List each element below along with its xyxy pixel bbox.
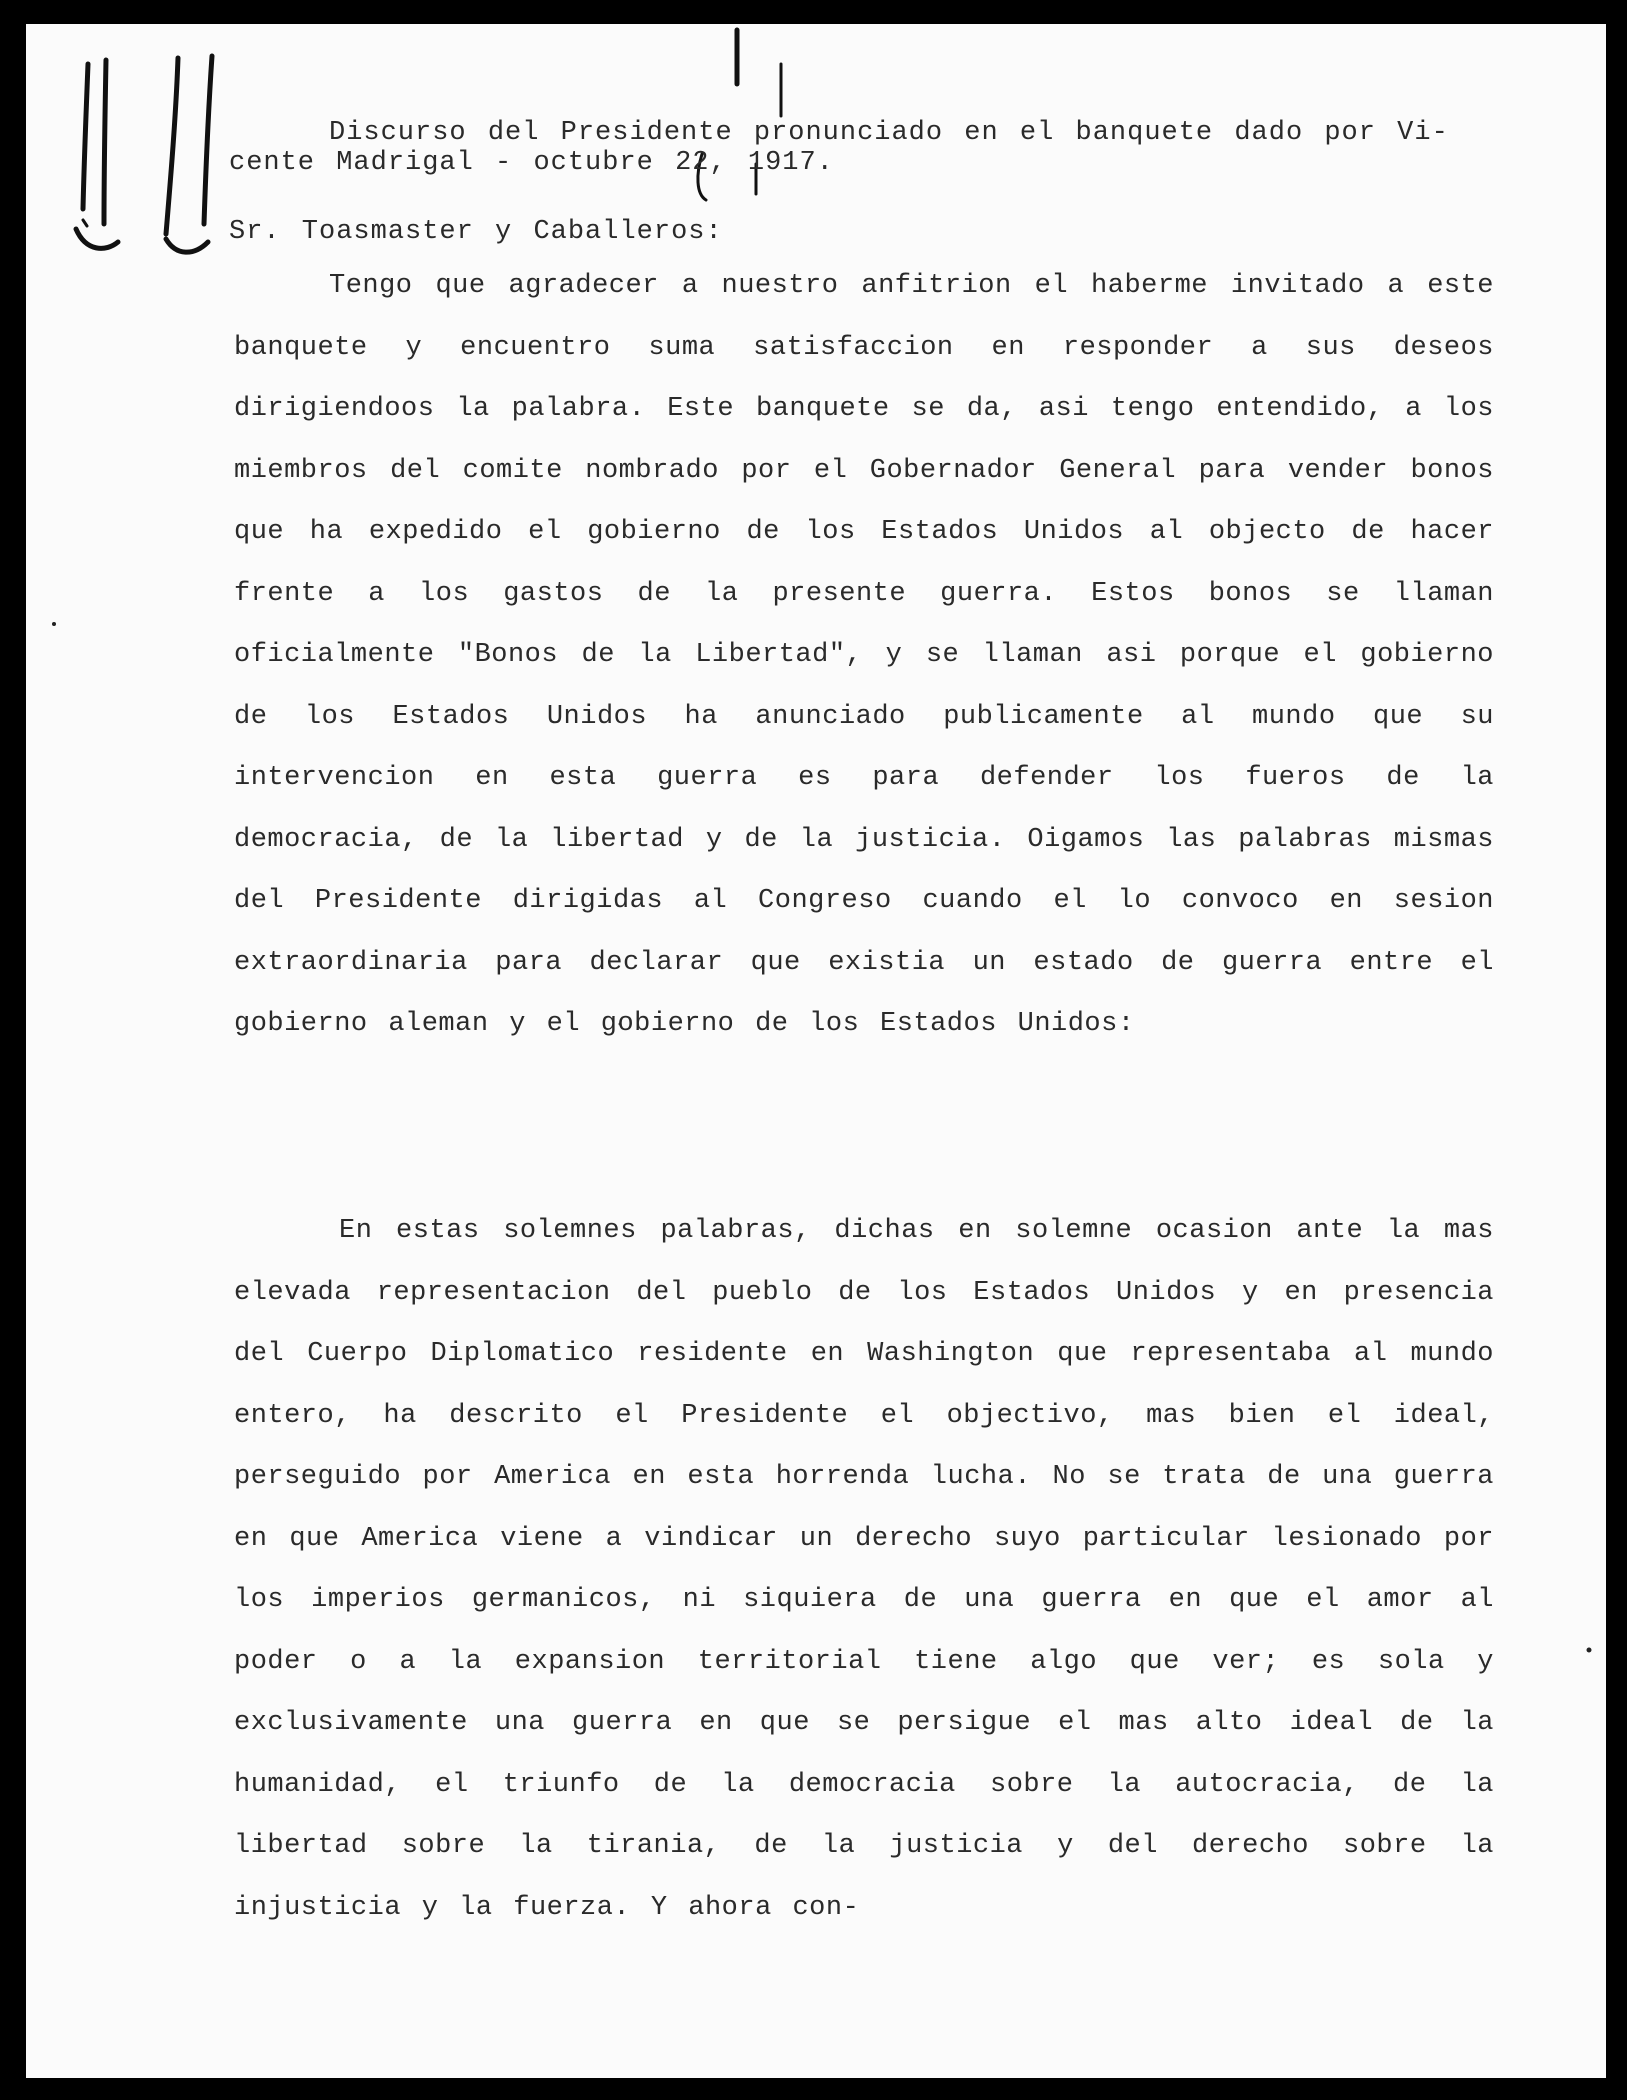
document-heading — [229, 118, 1529, 178]
heading-line-1: Discurso del Presidente pronunciado en el banquete dado por Vi- — [329, 118, 1449, 148]
body-paragraph-2: En estas solemnes palabras, dichas en solemne ocasion ante la mas elevada representacion del pueblo de los Estados Unidos y en presencia del Cuerpo Diplomatico residente en Washington que representaba al mundo entero, ha descrito el Presidente el objectivo, mas bien el ideal, perseguido por America en esta horrenda lucha. No se trata de una guerra en que America viene a vindicar un derecho suyo particular lesionado por los imperios germanicos, ni siquiera de una guerra en que el amor al poder o a la expansion territorial tiene algo que ver; es sola y exclusivamente una guerra en que se persigue el mas alto ideal de la humanidad, el triunfo de la democracia sobre la autocracia, de la libertad sobre la tirania, de la justicia y del derecho sobre la injusticia y la fuerza. Y ahora con- — [234, 1216, 1494, 1923]
document-page — [26, 24, 1606, 2078]
salutation: Sr. Toasmaster y Caballeros: — [229, 217, 723, 247]
heading-line-2: cente Madrigal - octubre 22, 1917. — [229, 148, 834, 178]
body-paragraph-1: Tengo que agradecer a nuestro anfitrion el haberme invitado a este banquete y encuentro suma satisfaccion en responder a sus deseos dirigiendoos la palabra. Este banquete se da, asi tengo entendido, a los miembros del comite nombrado por el Gobernador General para vender bonos que ha expedido el gobierno de los Estados Unidos al objecto de hacer frente a los gastos de la presente guerra. Estos bonos se llaman oficialmente "Bonos de la Libertad", y se llaman asi porque el gobierno de los Estados Unidos ha anunciado publicamente al mundo que su intervencion en esta guerra es para defender los fueros de la democracia, de la libertad y de la justicia. Oigamos las palabras mismas del Presidente dirigidas al Congreso cuando el lo convoco en sesion extraordinaria para declarar que existia un estado de guerra entre el gobierno aleman y el gobierno de los Estados Unidos: — [234, 271, 1494, 1039]
